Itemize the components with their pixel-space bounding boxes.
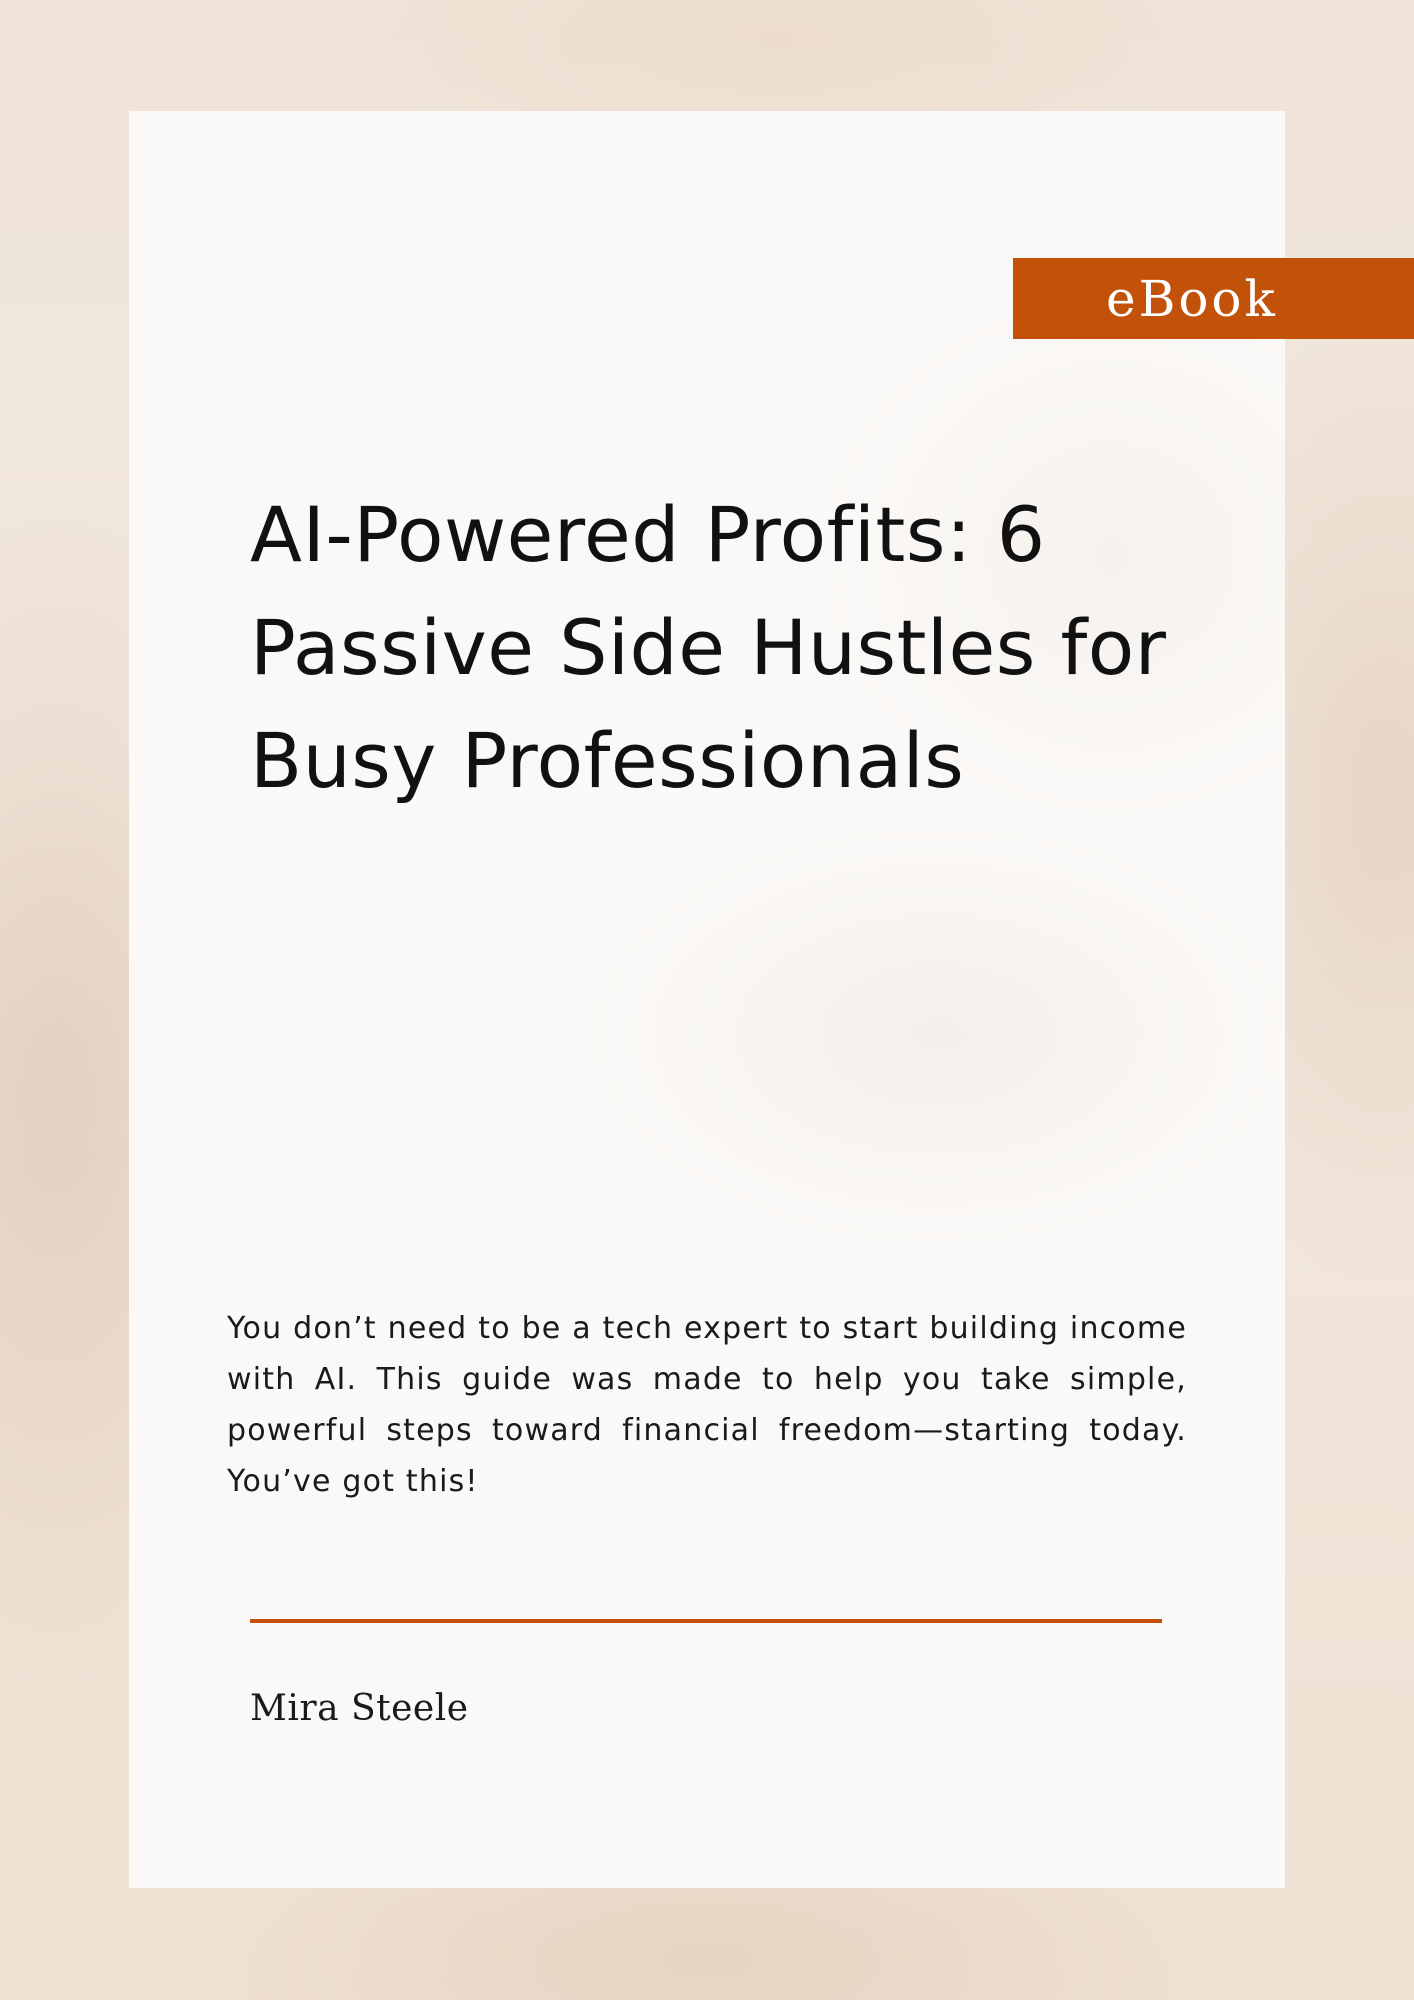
ebook-badge: [1013, 258, 1414, 339]
author-name: Mira Steele: [250, 1688, 469, 1729]
book-title: AI-Powered Profits: 6 Passive Side Hustles for Busy Professionals: [250, 490, 1167, 805]
divider-line: [250, 1619, 1162, 1623]
ebook-badge-label: eBook: [1106, 269, 1278, 328]
book-description: You don’t need to be a tech expert to start building income with AI. This guide was made to help you take simple, powerful steps toward financial freedom—starting today. You’ve got this!: [227, 1311, 1187, 1499]
